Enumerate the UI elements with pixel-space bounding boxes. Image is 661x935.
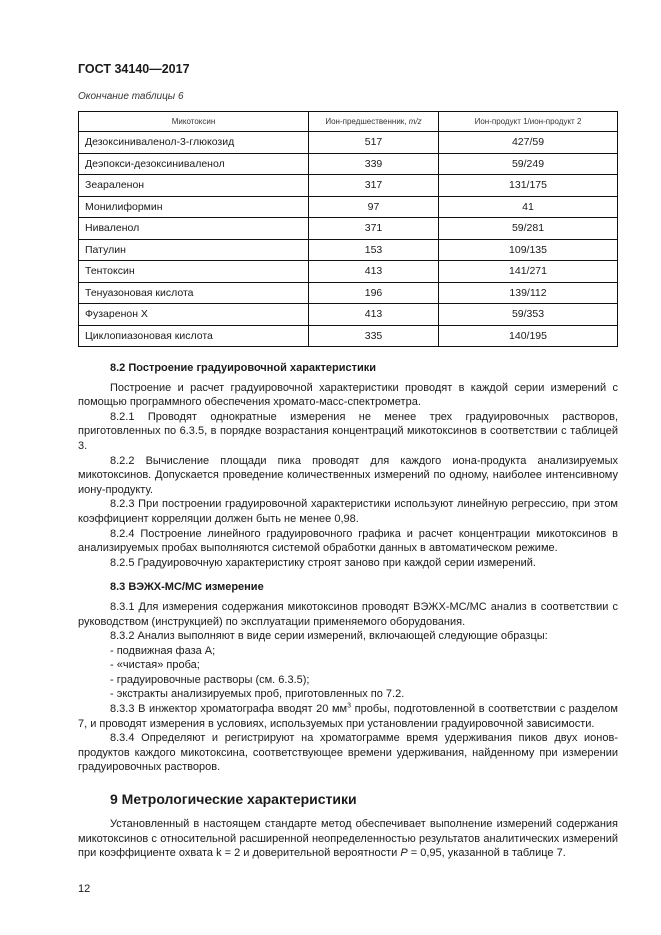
product-ion-cell: 131/175 — [439, 175, 618, 197]
mycotoxin-table — [78, 111, 618, 347]
section-heading: 9 Метрологические характеристики — [110, 791, 357, 808]
list-item: - «чистая» проба; — [110, 659, 200, 672]
table-header-row — [79, 112, 618, 132]
table-row — [79, 239, 618, 261]
mycotoxin-cell: Циклопиазоновая кислота — [79, 325, 309, 347]
text: Установленный в настоящем стандарте метод обеспечивает выполнение измерений содержания микотоксинов с относительной расширенной неопределенностью результатов аналитических измерений при коэффициенте охвата k = 2 и доверительной вероятности — [78, 818, 618, 860]
paragraph: 8.2.3 При построении градуировочной характеристики используют линейную регрессию, при этом коэффициент корреляции должен быть не менее 0,98. — [78, 498, 618, 525]
paragraph: Построение и расчет градуировочной характеристики проводят в каждой серии измерений с помощью программного обеспечения хромато-масс-спектрометра. — [78, 381, 618, 409]
column-header-text: Ион-предшественник, — [325, 117, 409, 126]
product-ion-cell: 109/135 — [439, 239, 618, 261]
paragraph — [78, 702, 618, 731]
mycotoxin-cell: Ниваленол — [79, 218, 309, 240]
precursor-ion-cell: 153 — [309, 239, 439, 261]
mycotoxin-cell: Фузаренон Х — [79, 304, 309, 326]
product-ion-cell: 140/195 — [439, 325, 618, 347]
document-page — [78, 0, 618, 916]
mycotoxin-cell: Зеараленон — [79, 175, 309, 197]
document-code: ГОСТ 34140—2017 — [78, 62, 190, 76]
table-row — [79, 325, 618, 347]
product-ion-cell: 139/112 — [439, 282, 618, 304]
text: пробы, подготовленной в соответствии с разделом 7, и проводят измерения в условиях, используемых при установлении градуировочной зависимости. — [78, 703, 618, 730]
superscript: 3 — [347, 702, 352, 710]
product-ion-cell: 59/249 — [439, 153, 618, 175]
table-row — [79, 196, 618, 218]
mycotoxin-cell: Дезоксиниваленол-3-глюкозид — [79, 132, 309, 154]
page-number: 12 — [78, 882, 91, 895]
precursor-ion-cell: 339 — [309, 153, 439, 175]
column-header-unit: m/z — [408, 117, 422, 126]
precursor-ion-cell: 371 — [309, 218, 439, 240]
precursor-ion-cell: 517 — [309, 132, 439, 154]
product-ion-cell: 59/281 — [439, 218, 618, 240]
product-ion-cell: 427/59 — [439, 132, 618, 154]
column-header: Ион-продукт 1/ион-продукт 2 — [439, 112, 618, 132]
paragraph: 8.3.4 Определяют и регистрируют на хроматограмме время удерживания пиков двух ионов-продуктов каждого микотоксина, соответствующее времени удерживания, найденному при измерении градуировочных растворов. — [78, 732, 618, 774]
table-row — [79, 261, 618, 283]
mycotoxin-cell: Деэпокси-дезоксиниваленол — [79, 153, 309, 175]
section-8-2 — [78, 361, 618, 570]
precursor-ion-cell: 97 — [309, 196, 439, 218]
section-heading: 8.2 Построение градуировочной характеристики — [110, 362, 377, 374]
section-8-3 — [78, 580, 618, 775]
product-ion-cell: 59/353 — [439, 304, 618, 326]
precursor-ion-cell: 317 — [309, 175, 439, 197]
variable: P — [400, 847, 408, 860]
list-item: - экстракты анализируемых проб, приготовленных по 7.2. — [110, 688, 405, 701]
precursor-ion-cell: 335 — [309, 325, 439, 347]
paragraph: 8.2.1 Проводят однократные измерения не менее трех градуировочных растворов, приготовленных по 6.3.5, в порядке возрастания концентраций микотоксинов в соответствии с таблицей 3. — [78, 410, 618, 452]
list-item: - градуировочные растворы (см. 6.3.5); — [110, 673, 310, 686]
product-ion-cell: 41 — [439, 196, 618, 218]
mycotoxin-cell: Патулин — [79, 239, 309, 261]
mycotoxin-cell: Монилиформин — [79, 196, 309, 218]
column-header — [309, 112, 439, 132]
column-header: Микотоксин — [79, 112, 309, 132]
paragraph: 8.2.5 Градуировочную характеристику строят заново при каждой серии измерений. — [110, 556, 536, 569]
paragraph: 8.3.1 Для измерения содержания микотоксинов проводят ВЭЖХ-МС/МС анализ в соответствии с руководством (инструкцией) по эксплуатации применяемого оборудования. — [78, 600, 618, 628]
table-row — [79, 132, 618, 154]
table-caption: Окончание таблицы 6 — [78, 91, 184, 102]
precursor-ion-cell: 413 — [309, 304, 439, 326]
precursor-ion-cell: 413 — [309, 261, 439, 283]
paragraph: 8.2.2 Вычисление площади пика проводят для каждого иона-продукта анализируемых микотоксинов. Допускается проведение количественных измерений по одному, наиболее интенсивному иону-продукту. — [78, 454, 618, 496]
paragraph: 8.3.2 Анализ выполняют в виде серии измерений, включающей следующие образцы: — [110, 630, 548, 643]
precursor-ion-cell: 196 — [309, 282, 439, 304]
section-9 — [78, 791, 618, 861]
text: 8.3.3 В инжектор хроматографа вводят 20 мм — [110, 703, 348, 716]
mycotoxin-cell: Тентоксин — [79, 261, 309, 283]
table-row — [79, 218, 618, 240]
paragraph: 8.2.4 Построение линейного градуировочного графика и расчет концентрации микотоксинов в анализируемых пробах выполняются системой обработки данных в автоматическом режиме. — [78, 527, 618, 555]
product-ion-cell: 141/271 — [439, 261, 618, 283]
section-heading: 8.3 ВЭЖХ-МС/МС измерение — [110, 581, 264, 594]
mycotoxin-cell: Тенуазоновая кислота — [79, 282, 309, 304]
table-row — [79, 153, 618, 175]
table-row — [79, 282, 618, 304]
list-item: - подвижная фаза А; — [110, 644, 216, 657]
text: = 0,95, указанной в таблице 7. — [407, 847, 566, 860]
table-row — [79, 175, 618, 197]
table-row — [79, 304, 618, 326]
paragraph — [78, 817, 618, 861]
